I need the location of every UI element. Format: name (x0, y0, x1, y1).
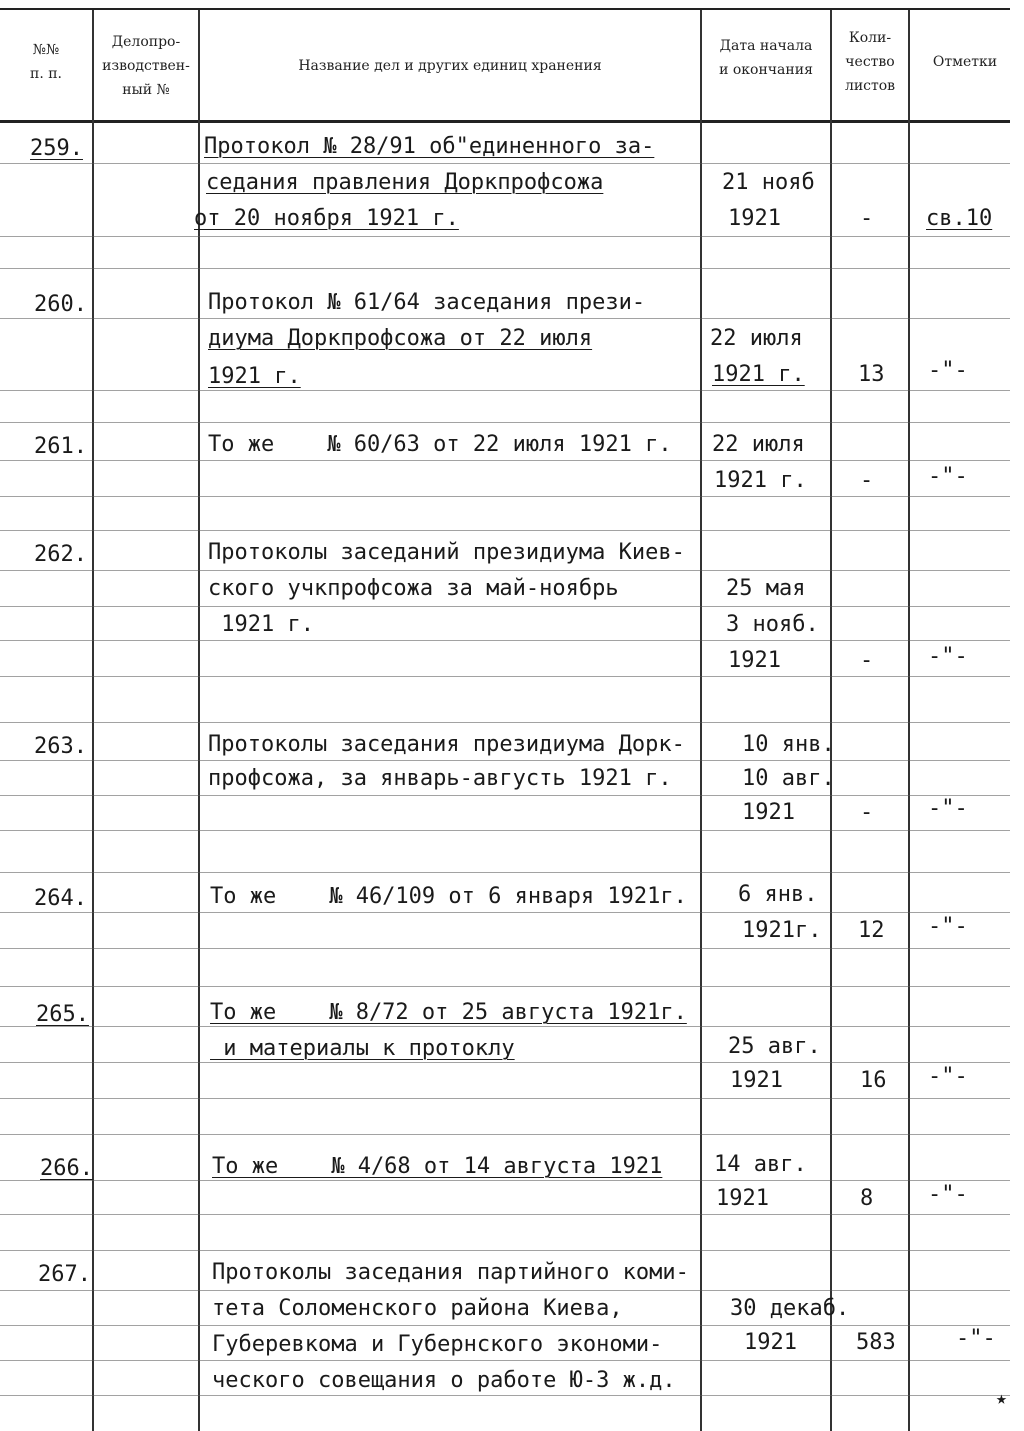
row-sheets: 583 (856, 1330, 896, 1355)
row-number: 263. (34, 734, 87, 759)
row-number: 262. (34, 542, 87, 567)
row-date-line: 22 июля (712, 432, 805, 457)
header-office-line: изводствен- (102, 58, 190, 74)
row-title-line: 1921 г. (208, 612, 314, 637)
row-sheets: 13 (858, 362, 885, 387)
header-sheets-line: листов (844, 78, 896, 94)
row-sheets: 16 (860, 1068, 887, 1093)
header-dates (702, 34, 830, 82)
row-title-line: То же № 46/109 от 6 января 1921г. (210, 884, 687, 909)
row-date-line: 1921г. (742, 918, 822, 943)
row-number: 260. (34, 292, 87, 317)
row-notes: -"- (928, 464, 968, 489)
row-date-line: 1921 (728, 648, 781, 673)
row-title-line: ческого совещания о работе Ю-З ж.д. (212, 1368, 676, 1393)
row-notes: -"- (928, 358, 968, 383)
row-title-line: Протоколы заседаний президиума Киев- (208, 540, 685, 565)
row-date-line: 1921 (716, 1186, 769, 1211)
row-title-line: Протоколы заседания партийного коми- (212, 1260, 689, 1285)
row-title-line: Протокол № 61/64 заседания прези- (208, 290, 646, 315)
row-number: 265. (36, 1002, 89, 1027)
row-sheets: 12 (858, 918, 885, 943)
row-number: 261. (34, 434, 87, 459)
header-num-line: №№ (32, 42, 60, 58)
row-date-line: 10 авг. (742, 766, 835, 791)
row-number: 259. (30, 136, 83, 161)
header-sheets-line: Коли- (848, 30, 892, 46)
row-notes: -"- (956, 1326, 996, 1351)
row-notes: -"- (928, 914, 968, 939)
row-sheets: - (860, 648, 874, 673)
header-office-line: Делопро- (111, 34, 181, 50)
row-sheets: - (860, 800, 874, 825)
header-sheets-line: чество (845, 54, 895, 70)
header-num (0, 38, 92, 86)
row-title-line: То же № 8/72 от 25 августа 1921г. (210, 1000, 687, 1025)
header-sheets (832, 26, 908, 98)
row-title-line: от 20 ноября 1921 г. (194, 206, 459, 231)
header-office-line: ный № (122, 82, 170, 98)
header-title: Название дел и других единиц хранения (298, 58, 602, 74)
row-notes: -"- (928, 1182, 968, 1207)
row-date-line: 1921 (728, 206, 781, 231)
row-title-line: седания правления Доркпрофсожа (206, 170, 604, 195)
header-bottom-rule (0, 120, 1010, 123)
row-number: 267. (38, 1262, 91, 1287)
row-date-line: 3 нояб. (726, 612, 819, 637)
row-date-line: 1921 г. (712, 362, 805, 387)
row-date-line: 21 нояб (722, 170, 815, 195)
col-line-1 (92, 10, 94, 1431)
row-notes: -"- (928, 1064, 968, 1089)
col-line-4 (830, 10, 832, 1431)
row-title-line: 1921 г. (208, 364, 301, 389)
row-date-line: 22 июля (710, 326, 803, 351)
row-title-line: Губеревкома и Губернского экономи- (212, 1332, 663, 1357)
row-date-line: 14 авг. (714, 1152, 807, 1177)
row-title-line: и материалы к протоклу (210, 1036, 515, 1061)
header-dates-line: Дата начала (719, 38, 813, 54)
row-title-line: Протоколы заседания президиума Дорк- (208, 732, 685, 757)
row-title-line: То же № 4/68 от 14 августа 1921 (212, 1154, 663, 1179)
row-date-line: 30 декаб. (730, 1296, 850, 1321)
row-title-line: Протокол № 28/91 об"единенного за- (204, 134, 655, 159)
row-title-line: То же № 60/63 от 22 июля 1921 г. (208, 432, 672, 457)
row-notes: св.10 (926, 206, 993, 231)
col-line-5 (908, 10, 910, 1431)
row-notes: -"- (928, 796, 968, 821)
row-sheets: - (860, 468, 874, 493)
row-date-line: 25 авг. (728, 1034, 821, 1059)
header-office (94, 30, 198, 102)
row-date-line: 6 янв. (738, 882, 818, 907)
row-title-line: ского учкпрофсожа за май-ноябрь (208, 576, 619, 601)
row-number: 266. (40, 1156, 93, 1181)
row-sheets: - (860, 206, 874, 231)
header-top-rule (0, 8, 1010, 10)
row-date-line: 1921 (742, 800, 795, 825)
row-title-line: тета Соломенского района Киева, (212, 1296, 623, 1321)
header-notes: Отметки (932, 54, 998, 70)
row-title-line: профсожа, за январь-августь 1921 г. (208, 766, 672, 791)
star-mark-icon: ★ (996, 1388, 1007, 1409)
header-dates-line: и окончания (719, 62, 813, 78)
row-title-line: диума Доркпрофсожа от 22 июля (208, 326, 593, 351)
row-notes: -"- (928, 644, 968, 669)
header-num-line: п. п. (29, 66, 62, 82)
row-sheets: 8 (860, 1186, 874, 1211)
row-date-line: 10 янв. (742, 732, 835, 757)
col-line-3 (700, 10, 702, 1431)
row-date-line: 1921 (730, 1068, 783, 1093)
row-date-line: 1921 (744, 1330, 797, 1355)
row-date-line: 25 мая (726, 576, 806, 601)
row-date-line: 1921 г. (714, 468, 807, 493)
row-number: 264. (34, 886, 87, 911)
